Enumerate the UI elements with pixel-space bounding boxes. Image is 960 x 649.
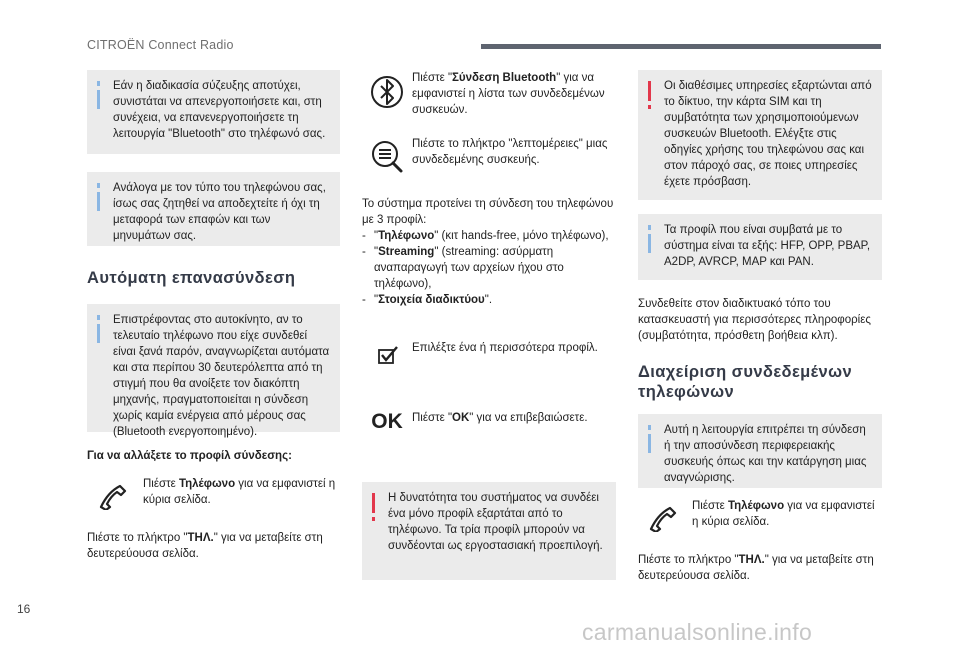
step-text: Επιλέξτε ένα ή περισσότερα προφίλ. (412, 342, 598, 354)
step-text: Πιέστε "Σύνδεση Bluetooth" για να εμφανιστεί η λίστα των συνδεδεμένων συσκευών. (412, 72, 605, 116)
info-note (87, 172, 340, 246)
warning-icon (372, 493, 375, 521)
info-note (638, 414, 882, 488)
column-1 (87, 70, 340, 562)
bluetooth-icon (362, 70, 412, 110)
info-icon (648, 225, 651, 253)
info-note (87, 304, 340, 438)
list-item: - "Στοιχεία διαδικτύου". (362, 294, 493, 306)
step-text: Πιέστε Τηλέφωνο για να εμφανιστεί η κύρια σελίδα. (143, 478, 336, 506)
info-note (638, 214, 882, 280)
profiles-list (362, 228, 616, 308)
step-text: Πιέστε το πλήκτρο "λεπτομέρειες" μιας συνδεδεμένης συσκευής. (412, 138, 608, 166)
step-bluetooth (362, 70, 616, 118)
step-text: Πιέστε Τηλέφωνο για να εμφανιστεί η κύρια σελίδα. (692, 500, 875, 528)
step-phone (638, 498, 882, 532)
warning-icon (648, 81, 651, 109)
profiles-intro: Το σύστημα προτείνει τη σύνδεση του τηλεφώνου με 3 προφίλ: (362, 198, 614, 226)
phone-icon (87, 476, 143, 510)
step-ok (362, 410, 616, 434)
details-icon (362, 136, 412, 174)
step-details (362, 136, 616, 174)
step-text: Πιέστε το πλήκτρο "ΤΗΛ." για να μεταβείτε στη δευτερεύουσα σελίδα. (638, 554, 874, 582)
phone-icon (638, 498, 692, 532)
info-note-text: Επιστρέφοντας στο αυτοκίνητο, αν το τελευταίο τηλέφωνο που είχε συνδεθεί είναι ξανά παρόν, αναγνωρίζεται αυτόματα και στα περίπου 30 δευτερόλεπτα από τη στιγμή που θα ανοίξετε τον διακόπτη μηχανής, πραγματοποιείται η σύνδεση χωρίς καμία ενέργεια από μέρους σας (Bluetooth ενεργοποιημένο). (113, 314, 330, 438)
column-2 (362, 70, 616, 580)
column-3 (638, 70, 882, 584)
list-item: - "Streaming" (streaming: ασύρματη αναπαραγωγή των αρχείων ήχου στο τηλέφωνο), (362, 246, 564, 290)
info-icon (97, 183, 100, 211)
ok-icon: OK (371, 410, 403, 433)
info-icon (648, 425, 651, 453)
step-text: Πιέστε το πλήκτρο "ΤΗΛ." για να μεταβείτε στη δευτερεύουσα σελίδα. (87, 532, 323, 560)
page-number: 16 (17, 602, 31, 616)
warning-note (638, 70, 882, 200)
paragraph: Συνδεθείτε στον διαδικτυακό τόπο του κατασκευαστή για περισσότερες πληροφορίες (συμβατότητα, πρόσθετη βοήθεια κλπ). (638, 298, 871, 342)
list-item: - "Τηλέφωνο" (κιτ hands-free, μόνο τηλέφωνο), (362, 230, 609, 242)
warning-note (362, 482, 616, 580)
checkbox-icon (362, 340, 412, 366)
warning-note-text: Η δυνατότητα του συστήματος να συνδέει ένα μόνο προφίλ εξαρτάται από το τηλέφωνο. Τα τρία προφίλ μπορούν να συνδέονται ως εργοστασιακή προεπιλογή. (388, 492, 603, 552)
info-note (87, 70, 340, 154)
step-phone (87, 476, 340, 510)
manual-title: CITROËN Connect Radio (87, 38, 234, 52)
watermark: carmanualsonline.info (582, 619, 813, 645)
info-note-text: Εάν η διαδικασία σύζευξης αποτύχει, συνιστάται να απενεργοποιήσετε και, στη συνέχεια, να επανενεργοποιήσετε τη λειτουργία "Bluetooth" στο τηλέφωνό σας. (113, 80, 326, 140)
info-note-text: Τα προφίλ που είναι συμβατά με το σύστημα είναι τα εξής: HFP, OPP, PBAP, A2DP, AVRCP, MAP και PAN. (664, 224, 871, 268)
info-note-text: Ανάλογα με τον τύπο του τηλεφώνου σας, ίσως σας ζητηθεί να αποδεχτείτε ή όχι τη μεταφορά των επαφών και των μηνυμάτων σας. (113, 182, 326, 242)
step-select (362, 340, 616, 366)
section-heading: Διαχείριση συνδεδεμένων τηλεφώνων (638, 363, 853, 401)
header-bar (481, 44, 881, 49)
info-icon (97, 315, 100, 343)
step-text: Πιέστε "OK" για να επιβεβαιώσετε. (412, 412, 588, 424)
section-heading: Αυτόματη επανασύνδεση (87, 269, 296, 287)
info-icon (97, 81, 100, 109)
subheading: Για να αλλάξετε το προφίλ σύνδεσης: (87, 450, 292, 462)
warning-note-text: Οι διαθέσιμες υπηρεσίες εξαρτώνται από το δίκτυο, την κάρτα SIM και τη συμβατότητα των χρησιμοποιούμενων συσκευών Bluetooth. Ελέγξτε στις οδηγίες χρήσης του τηλεφώνου σας και στον πάροχό σας, σε ποιες υπηρεσίες έχετε πρόσβαση. (664, 80, 872, 188)
info-note-text: Αυτή η λειτουργία επιτρέπει τη σύνδεση ή την αποσύνδεση περιφερειακής συσκευής όπως και την κατάργηση μιας αναγνώρισης. (664, 424, 867, 484)
